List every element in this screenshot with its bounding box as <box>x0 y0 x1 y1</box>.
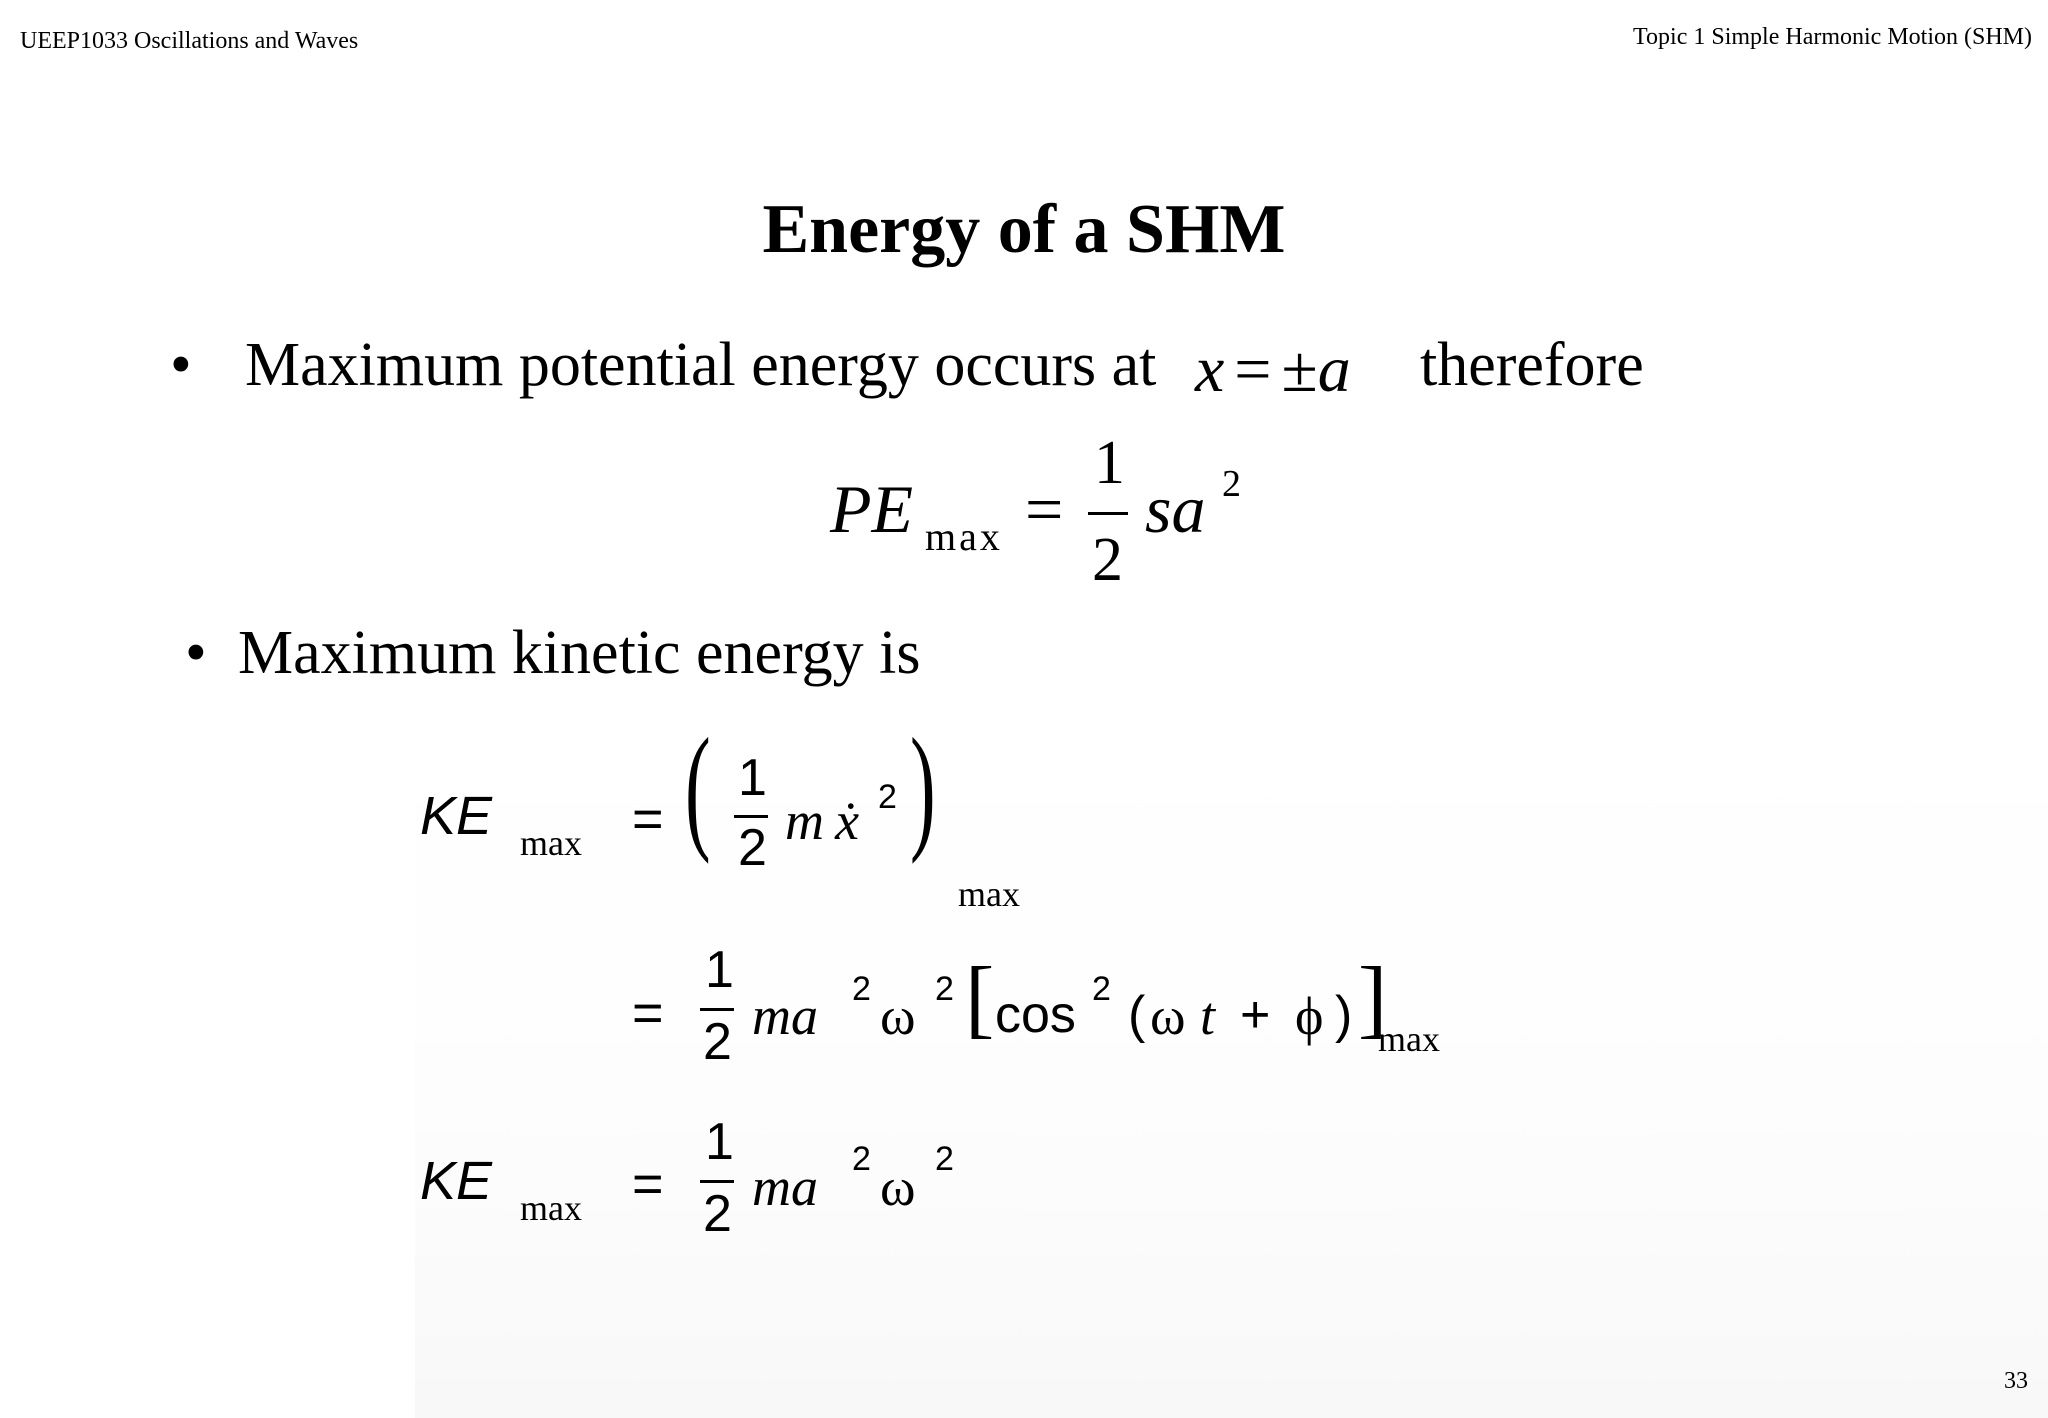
ke1-frac-den: 2 <box>738 819 767 877</box>
course-header: UEEP1033 Oscillations and Waves <box>20 28 359 54</box>
pe-frac-num: 1 <box>1094 429 1125 497</box>
bullet-text-1-after: therefore <box>1420 331 1644 399</box>
ke2-equals: = <box>632 983 664 1043</box>
ke2-frac-bar <box>700 1008 734 1011</box>
pe-frac-bar <box>1088 512 1128 515</box>
ke2-omega: ω <box>880 986 916 1046</box>
inline-math-x-equals-pm-a: x = ±a <box>1195 333 1351 406</box>
ke1-sub: max <box>958 874 1020 914</box>
ke3-exp2: 2 <box>935 1140 954 1178</box>
ke2-exp3: 2 <box>1092 970 1111 1008</box>
ke3-omega: ω <box>880 1157 916 1217</box>
ke2-sub: max <box>1378 1019 1440 1059</box>
ke3-lhs: KE <box>420 1151 493 1211</box>
ke1-xdot: ẋ <box>835 791 859 851</box>
ke2-ma: ma <box>752 986 818 1046</box>
topic-header: Topic 1 Simple Harmonic Motion (SHM) <box>1633 24 2032 50</box>
ke3-exp1: 2 <box>852 1140 871 1178</box>
ke1-lhs: KE <box>420 786 493 846</box>
ke1-m: m <box>785 791 824 851</box>
pe-frac-den: 2 <box>1092 526 1123 594</box>
ke1-rparen: ) <box>910 710 936 865</box>
ke3-equals: = <box>632 1154 664 1214</box>
ke2-rbracket: ] <box>1358 950 1388 1047</box>
ke2-omega2: ω <box>1150 986 1186 1046</box>
pe-lhs: PE <box>830 471 914 547</box>
ke3-frac-num: 1 <box>705 1113 734 1171</box>
ke2-exp2: 2 <box>935 970 954 1008</box>
bullet-marker-1: • <box>170 331 192 399</box>
ke2-exp1: 2 <box>852 970 871 1008</box>
pe-equals: = <box>1025 471 1064 547</box>
bullet-text-1: Maximum potential energy occurs at <box>245 331 1157 399</box>
ke1-lhs-sub: max <box>520 823 582 863</box>
page-number: 33 <box>2004 1368 2028 1394</box>
bullet-text-2: Maximum kinetic energy is <box>238 619 921 687</box>
ke1-frac-num: 1 <box>738 749 767 807</box>
ke2-arg-close: ) <box>1335 986 1353 1044</box>
ke3-frac-den: 2 <box>703 1185 732 1243</box>
pe-rhs: sa <box>1145 471 1206 547</box>
slide-title: Energy of a SHM <box>762 191 1286 268</box>
ke3-lhs-sub: max <box>520 1188 582 1228</box>
bullet-marker-2: • <box>185 619 207 687</box>
ke1-equals: = <box>632 789 664 849</box>
ke2-lbracket: [ <box>965 950 995 1047</box>
pe-exp: 2 <box>1222 463 1241 505</box>
ke2-phi: ϕ <box>1295 986 1324 1046</box>
ke3-ma: ma <box>752 1157 818 1217</box>
ke1-exp: 2 <box>878 778 897 816</box>
ke2-plus: + <box>1240 986 1271 1044</box>
ke2-frac-den: 2 <box>703 1013 732 1071</box>
ke1-lparen: ( <box>685 710 711 865</box>
ke3-frac-bar <box>700 1180 734 1183</box>
ke2-cos: cos <box>995 986 1076 1044</box>
pe-lhs-sub: max <box>925 514 1003 559</box>
ke2-frac-num: 1 <box>705 941 734 999</box>
ke2-arg-open: ( <box>1128 986 1146 1044</box>
ke2-t: t <box>1200 986 1216 1046</box>
